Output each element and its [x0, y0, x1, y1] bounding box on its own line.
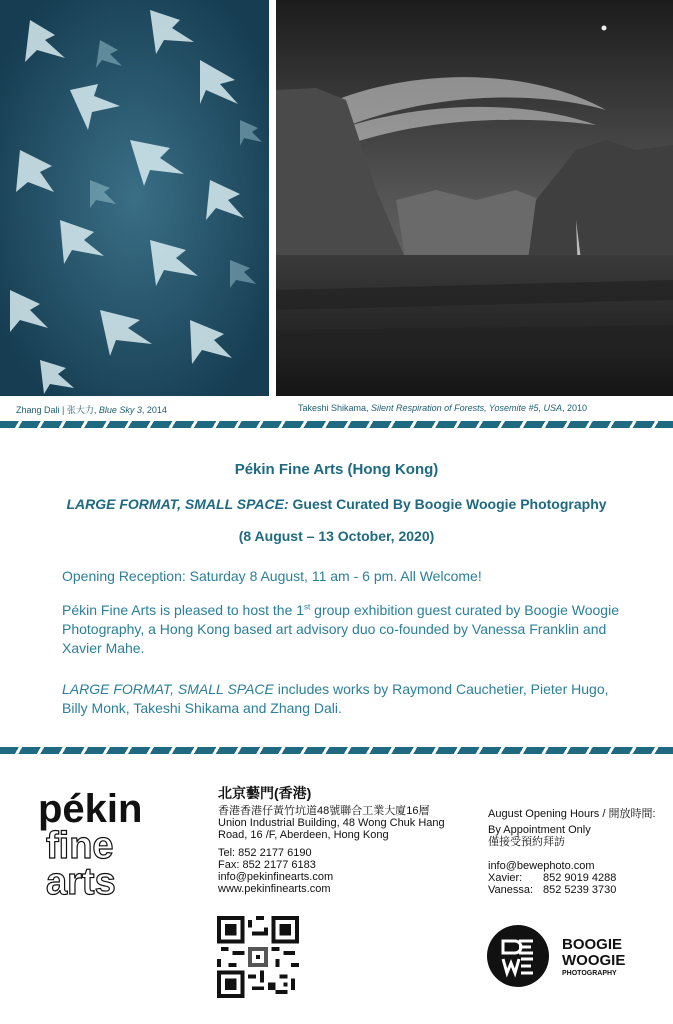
exhibition-dates: (8 August – 13 October, 2020) [238, 528, 435, 544]
contact-name: Xavier: [488, 872, 523, 884]
logo-text-photography: PHOTOGRAPHY [562, 970, 617, 977]
fax: Fax: 852 2177 6183 [218, 859, 316, 871]
appointment-chinese: 僅接受預約拜訪 [488, 836, 565, 848]
contact-phone: 852 5239 3730 [543, 884, 617, 896]
caption-year: , 2010 [561, 403, 588, 413]
left-photo-caption [16, 403, 167, 416]
address-english-1: Union Industrial Building, 48 Wong Chuk Hang [218, 817, 445, 829]
divider-bottom [0, 747, 673, 754]
boogie-email-link[interactable]: info@bewephoto.com [488, 860, 595, 872]
blue-sky-photo [0, 0, 269, 396]
works-title: LARGE FORMAT, SMALL SPACE [62, 681, 274, 697]
caption-artist: Takeshi Shikama, [298, 403, 372, 413]
intro-superscript: st [304, 602, 311, 612]
intro-text-b: group exhibition guest curated by Boogie Woogie Photography, a Hong Kong based art advisory duo co-founded by Vanessa Franklin and Xavier Mahe. [62, 602, 619, 656]
intro-text-a: Pékin Fine Arts is pleased to host the 1 [62, 602, 305, 618]
pekin-chinese-name: 北京藝門(香港) [218, 785, 312, 801]
address-chinese: 香港香港仔黃竹坑道48號聯合工業大廈16層 [218, 805, 430, 817]
appointment-english: By Appointment Only [488, 824, 591, 836]
yosemite-photo [276, 0, 673, 396]
works-paragraph [62, 680, 622, 718]
logo-text-arts: arts [46, 861, 116, 902]
contact-row-vanessa [488, 884, 673, 896]
opening-hours-label: August Opening Hours / 開放時間: [488, 808, 656, 820]
caption-year: , 2014 [141, 405, 167, 415]
logo-text-woogie: WOOGIE [562, 952, 625, 969]
address-english-2: Road, 16 /F, Aberdeen, Hong Kong [218, 829, 389, 841]
logo-text-boogie: BOOGIE [562, 936, 623, 953]
boogie-contact-block [488, 808, 673, 896]
boogie-woogie-logo [485, 921, 625, 991]
intro-paragraph [62, 601, 622, 658]
opening-reception: Opening Reception: Saturday 8 August, 11 am - 6 pm. All Welcome! [62, 568, 482, 584]
website-link[interactable]: www.pekinfinearts.com [218, 883, 331, 895]
pekin-contact-block [218, 787, 488, 895]
right-photo-caption [298, 403, 587, 413]
caption-artist: Zhang Dali | 张大力, [16, 405, 99, 415]
telephone: Tel: 852 2177 6190 [218, 847, 312, 859]
caption-title: Blue Sky 3 [98, 405, 142, 415]
logo-text-pekin: pékin [38, 787, 143, 831]
contact-phone: 852 9019 4288 [543, 872, 617, 884]
contact-name: Vanessa: [488, 884, 534, 896]
exhibition-headline [0, 496, 673, 512]
email-link[interactable]: info@pekinfinearts.com [218, 871, 334, 883]
exhibition-subtitle: Guest Curated By Boogie Woogie Photography [288, 496, 607, 512]
divider-top [0, 421, 673, 428]
caption-title: Silent Respiration of Forests, Yosemite #5, USA [371, 403, 562, 413]
qr-code[interactable] [217, 916, 299, 998]
contact-row-xavier [488, 872, 673, 884]
logo-text-fine: fine [46, 825, 114, 867]
exhibition-title: LARGE FORMAT, SMALL SPACE: [66, 496, 289, 512]
pekin-fine-arts-logo [38, 782, 168, 902]
works-text: includes works by Raymond Cauchetier, Pieter Hugo, Billy Monk, Takeshi Shikama and Zhang Dali. [62, 681, 609, 716]
gallery-name: Pékin Fine Arts (Hong Kong) [234, 461, 439, 478]
